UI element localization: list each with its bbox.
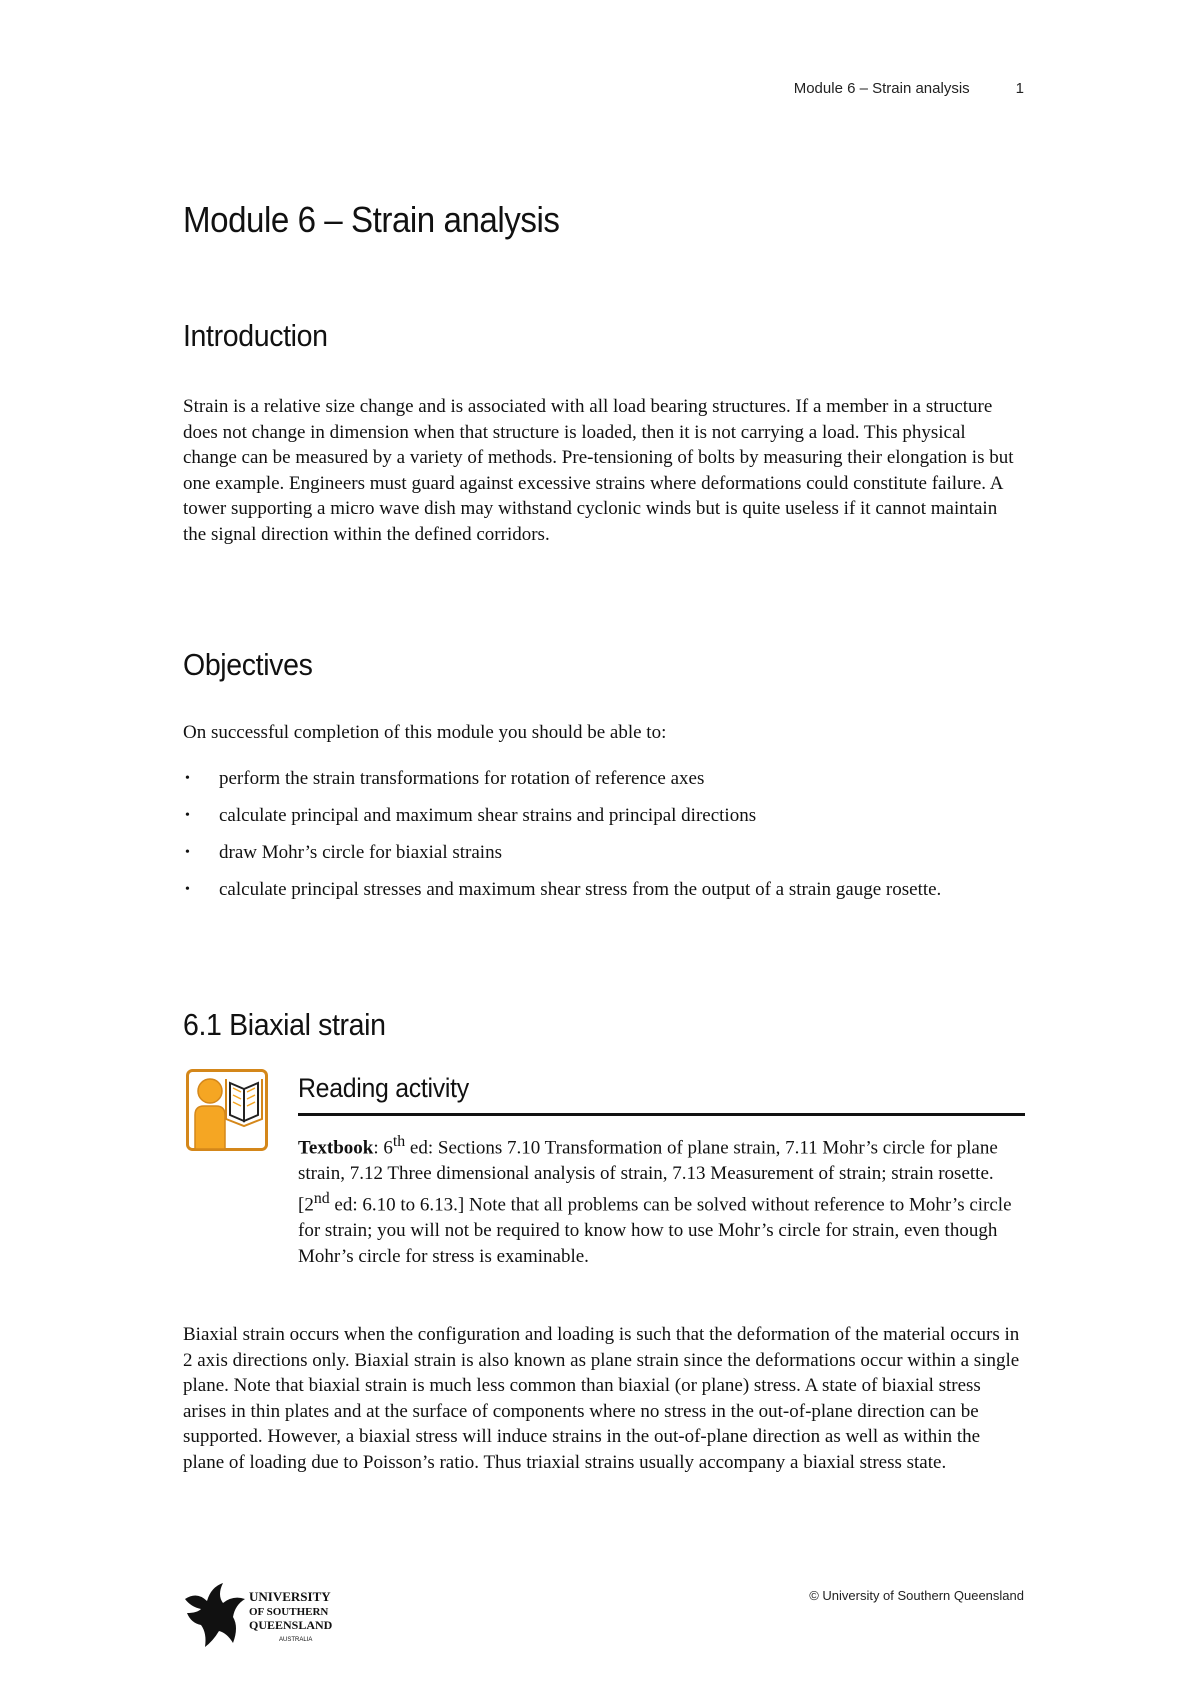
svg-text:QUEENSLAND: QUEENSLAND <box>249 1618 333 1632</box>
reading-activity-rule <box>298 1113 1025 1116</box>
objectives-heading: Objectives <box>183 647 313 682</box>
objectives-intro: On successful completion of this module you should be able to: <box>183 722 667 743</box>
introduction-heading: Introduction <box>183 318 328 353</box>
list-item: • perform the strain transformations for rotation of reference axes <box>185 768 705 789</box>
bullet-icon: • <box>185 882 190 897</box>
introduction-body: Strain is a relative size change and is associated with all load bearing structures. If a member in a structure does not change in dimension when that structure is loaded, then it is not carrying a load. This physical change can be measured by a variety of methods. Pre-tensioning of bolts by measuring their elongation is but one example. Engineers must guard against excessive strains where deformations could constitute failure. A tower supporting a micro wave dish may withstand cyclonic winds but is quite useless if it cannot maintain the signal direction within the defined corridors. <box>183 396 1014 545</box>
list-item: • draw Mohr’s circle for biaxial strains <box>185 842 502 863</box>
list-item: • calculate principal and maximum shear strains and principal directions <box>185 805 757 826</box>
reading-activity-title: Reading activity <box>298 1073 469 1103</box>
svg-text:OF SOUTHERN: OF SOUTHERN <box>249 1606 329 1618</box>
bullet-icon: • <box>185 771 190 786</box>
reading-person-book-icon <box>186 1069 268 1151</box>
biaxial-strain-body: Biaxial strain occurs when the configuration and loading is such that the deformation of the material occurs in 2 axis directions only. Biaxial strain is also known as plane strain since the deformations occur within a single plane. Note that biaxial strain is much less common than biaxial (or plane) stress. A state of biaxial stress arises in thin plates and at the surface of components where no stress in the out-of-plane direction can be supported. However, a biaxial stress will induce strains in the out-of-plane direction as well as within the plane of loading due to Poisson’s ratio. Thus triaxial strains usually accompany a biaxial stress state. <box>183 1324 1020 1473</box>
reading-activity-body: Textbook: 6th ed: Sections 7.10 Transformation of plane strain, 7.11 Mohr’s circle for plane strain, 7.12 Three dimensional analysis of strain, 7.13 Measurement of strain; strain rosette. [2nd ed: 6.10 to 6.13.] Note that all problems can be solved without reference to Mohr’s circle for strain; you will not be required to know how to use Mohr’s circle for strain, even though Mohr’s circle for stress is examinable. <box>298 1133 1012 1267</box>
usq-phoenix-logo <box>183 1581 343 1651</box>
running-header-title: Module 6 – Strain analysis <box>793 80 970 97</box>
bullet-icon: • <box>185 845 190 860</box>
svg-text:AUSTRALIA: AUSTRALIA <box>279 1637 313 1643</box>
section-6-1-heading: 6.1 Biaxial strain <box>183 1007 386 1042</box>
textbook-label: Textbook <box>298 1137 374 1159</box>
bullet-icon: • <box>185 808 190 823</box>
list-item: • calculate principal stresses and maximum shear stress from the output of a strain gauge rosette. <box>185 879 942 900</box>
objectives-list <box>183 766 1023 914</box>
svg-text:UNIVERSITY: UNIVERSITY <box>249 1589 331 1604</box>
page-number: 1 <box>1015 80 1024 97</box>
copyright-notice: © University of Southern Queensland <box>809 1588 1024 1603</box>
page-title: Module 6 – Strain analysis <box>183 199 560 240</box>
running-header <box>794 80 1024 97</box>
